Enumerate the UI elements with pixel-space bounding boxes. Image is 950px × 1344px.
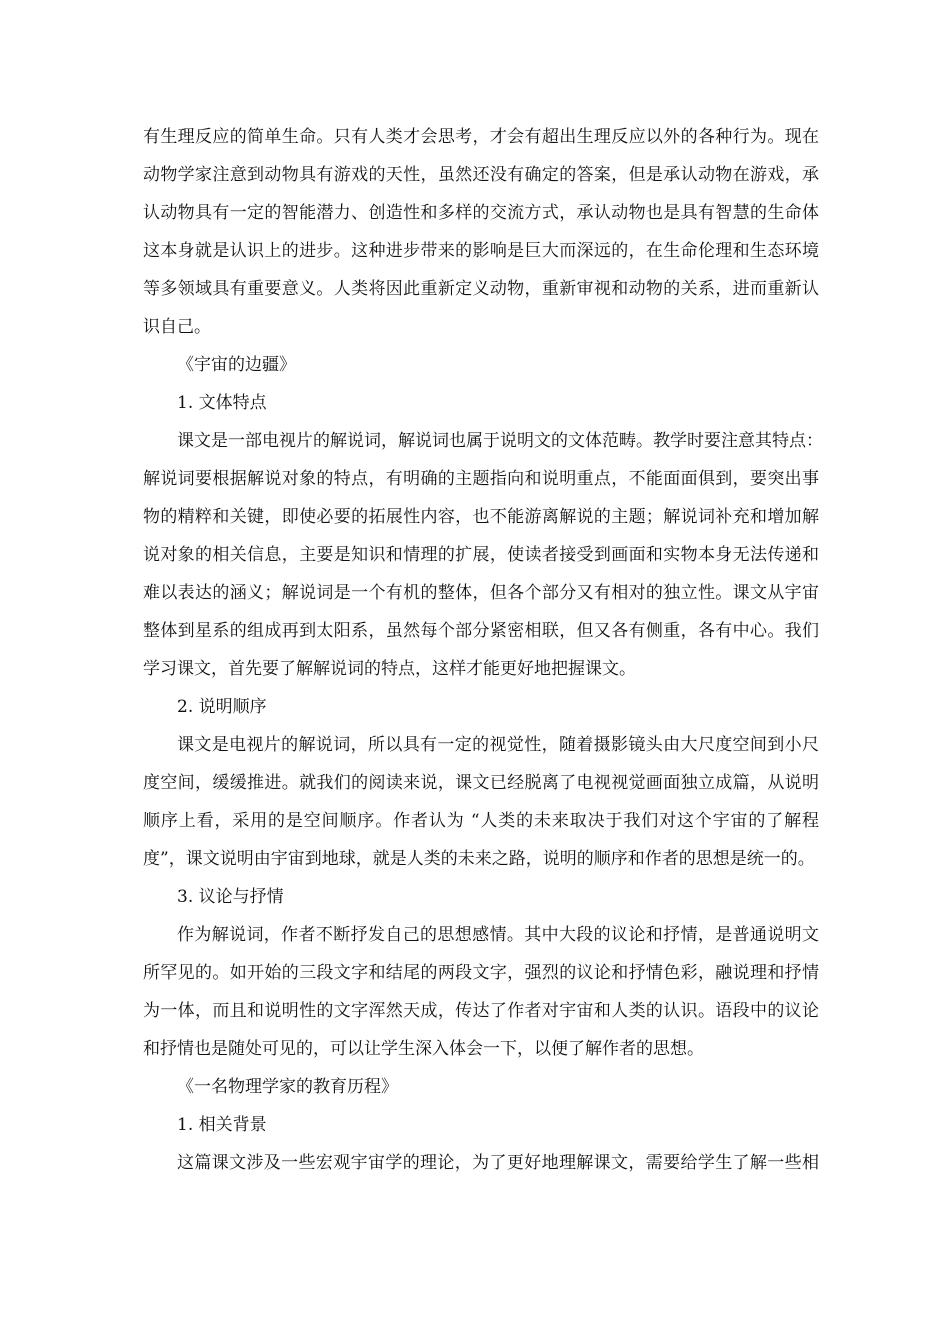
paragraph (143, 118, 819, 346)
text-line: 度空间，缓缓推进。就我们的阅读来说，课文已经脱离了电视视觉画面独立成篇，从说明 (143, 773, 819, 793)
section-heading: 《一名物理学家的教育历程》 (177, 1077, 398, 1097)
section-heading: 《宇宙的边疆》 (177, 355, 296, 375)
paragraph (143, 916, 819, 1068)
text-line: 动物学家注意到动物具有游戏的天性，虽然还没有确定的答案，但是承认动物在游戏，承 (143, 165, 819, 185)
text-line: 这篇课文涉及一些宏观宇宙学的理论，为了更好地理解课文，需要给学生了解一些相 (177, 1153, 819, 1173)
text-line: 认动物具有一定的智能潜力、创造性和多样的交流方式，承认动物也是具有智慧的生命体 (143, 203, 819, 223)
text-line: 作为解说词，作者不断抒发自己的思想感情。其中大段的议论和抒情，是普通说明文 (177, 925, 819, 945)
text-line: 难以表达的涵义；解说词是一个有机的整体，但各个部分又有相对的独立性。课文从宇宙 (143, 583, 819, 603)
text-line: 所罕见的。如开始的三段文字和结尾的两段文字，强烈的议论和抒情色彩，融说理和抒情 (143, 963, 819, 983)
section-heading: 2. 说明顺序 (177, 697, 267, 717)
section-heading: 1. 文体特点 (177, 393, 267, 413)
text-line: 这本身就是认识上的进步。这种进步带来的影响是巨大而深远的，在生命伦理和生态环境 (143, 241, 819, 261)
text-line: 等多领域具有重要意义。人类将因此重新定义动物，重新审视和动物的关系，进而重新认 (143, 279, 819, 299)
text-line: 顺序上看，采用的是空间顺序。作者认为 “人类的未来取决于我们对这个宇宙的了解程 (143, 811, 819, 831)
text-line: 物的精粹和关键，即使必要的拓展性内容，也不能游离解说的主题；解说词补充和增加解 (143, 507, 819, 527)
text-line: 和抒情也是随处可见的，可以让学生深入体会一下，以便了解作者的思想。 (143, 1039, 704, 1059)
paragraph (143, 1144, 819, 1182)
paragraph (143, 422, 823, 688)
document-page (143, 118, 823, 1182)
text-line: 课文是电视片的解说词，所以具有一定的视觉性，随着摄影镜头由大尺度空间到小尺 (177, 735, 819, 755)
text-line: 为一体，而且和说明性的文字浑然天成，传达了作者对宇宙和人类的认识。语段中的议论 (143, 1001, 819, 1021)
text-line: 说对象的相关信息，主要是知识和情理的扩展，使读者接受到画面和实物本身无法传递和 (143, 545, 819, 565)
text-line: 度”，课文说明由宇宙到地球，就是人类的未来之路，说明的顺序和作者的思想是统一的。 (143, 849, 815, 869)
text-line: 整体到星系的组成再到太阳系，虽然每个部分紧密相联，但又各有侧重，各有中心。我们 (143, 621, 819, 641)
text-line: 课文是一部电视片的解说词，解说词也属于说明文的文体范畴。教学时要注意其特点： (177, 431, 823, 451)
text-line: 识自己。 (143, 317, 211, 337)
section-heading: 3. 议论与抒情 (177, 887, 284, 907)
text-line: 解说词要根据解说对象的特点，有明确的主题指向和说明重点，不能面面俱到，要突出事 (143, 469, 819, 489)
text-line: 有生理反应的简单生命。只有人类才会思考，才会有超出生理反应以外的各种行为。现在 (143, 127, 819, 147)
section-heading: 1. 相关背景 (177, 1115, 267, 1135)
text-line: 学习课文，首先要了解解说词的特点，这样才能更好地把握课文。 (143, 659, 636, 679)
paragraph (143, 726, 819, 878)
